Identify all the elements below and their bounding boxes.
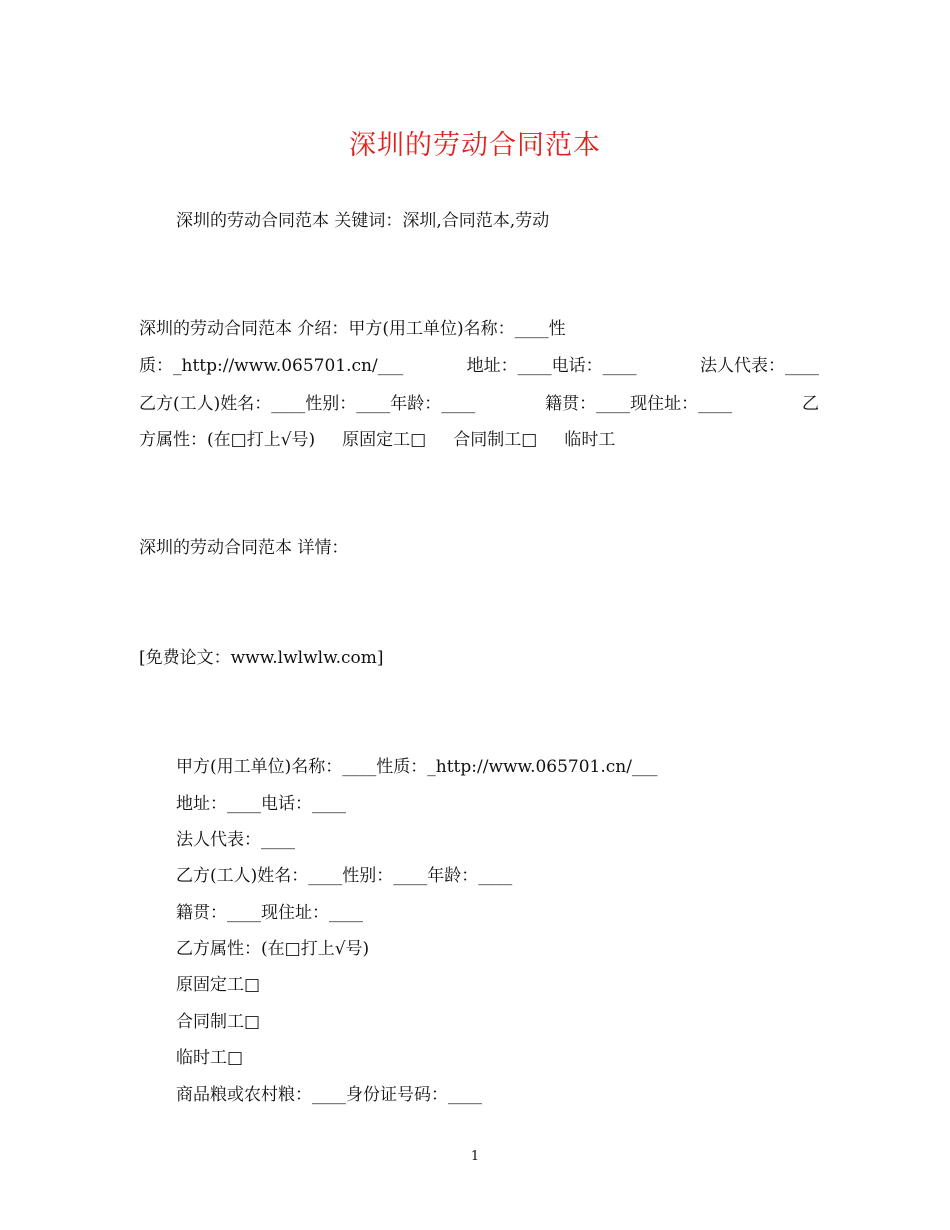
intro-line-1: 深圳的劳动合同范本 介绍：甲方(用工单位)名称：____性	[139, 319, 566, 339]
source-link-text: [免费论文：www.lwlwlw.com]	[139, 648, 384, 668]
field-worker-attribute: 乙方属性：(在□打上√号)	[176, 939, 370, 959]
field-temporary-worker: 临时工□	[176, 1048, 244, 1068]
intro-line-3	[139, 393, 819, 415]
keywords-line: 深圳的劳动合同范本 关键词：深圳,合同范本,劳动	[176, 211, 550, 231]
intro-line-4: 方属性：(在□打上√号) 原固定工□ 合同制工□ 临时工	[139, 430, 616, 450]
details-heading: 深圳的劳动合同范本 详情：	[139, 538, 349, 558]
field-grain-id-number: 商品粮或农村粮：____身份证号码：____	[176, 1085, 482, 1105]
field-worker-name: 乙方(工人)姓名：____性别：____年龄：____	[176, 866, 513, 886]
field-address-phone: 地址：____电话：____	[176, 794, 346, 814]
intro-line-2-part-2: 地址：____电话：____	[466, 356, 637, 376]
intro-line-3-part-3: 乙	[801, 394, 819, 414]
field-native-place: 籍贯：____现住址：____	[176, 903, 363, 923]
intro-line-2-part-3: 法人代表：____	[700, 356, 819, 376]
field-permanent-worker: 原固定工□	[176, 975, 261, 995]
intro-line-2-part-1: 质：_http://www.065701.cn/___	[139, 356, 404, 376]
document-title: 深圳的劳动合同范本	[349, 130, 601, 161]
intro-line-2	[139, 355, 819, 377]
field-contract-worker: 合同制工□	[176, 1012, 261, 1032]
intro-line-3-part-2: 籍贯：____现住址：____	[545, 394, 733, 414]
intro-line-3-part-1: 乙方(工人)姓名：____性别：____年龄：____	[139, 394, 476, 414]
field-employer-name: 甲方(用工单位)名称：____性质：_http://www.065701.cn/___	[176, 757, 658, 777]
field-legal-representative: 法人代表：____	[176, 830, 295, 850]
page-number: 1	[470, 1149, 480, 1164]
